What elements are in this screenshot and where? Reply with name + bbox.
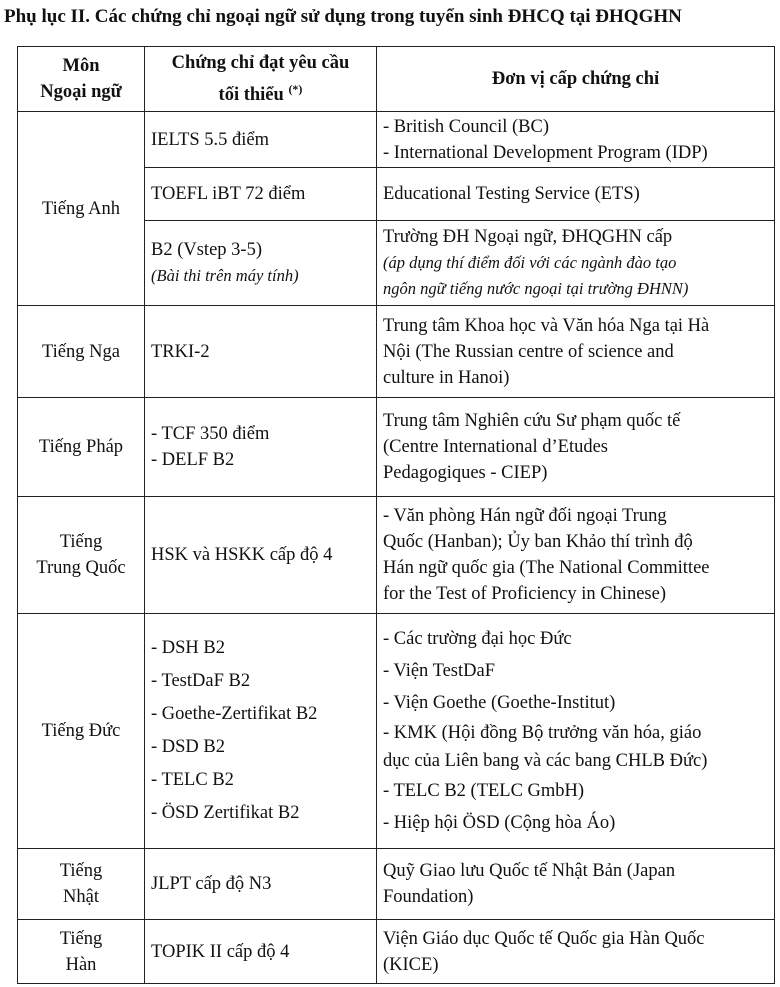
cert-vstep: B2 (Vstep 3-5) (Bài thi trên máy tính) <box>145 221 377 306</box>
language-korean: Tiếng Hàn <box>18 920 145 984</box>
cert-russian: TRKI-2 <box>145 306 377 398</box>
table-row <box>18 920 775 984</box>
table-row <box>18 849 775 920</box>
cert-japanese: JLPT cấp độ N3 <box>145 849 377 920</box>
certificates-table <box>17 46 775 984</box>
issuer-vstep: Trường ĐH Ngoại ngữ, ĐHQGHN cấp (áp dụng thí điểm đối với các ngành đào tạo ngôn ngữ tiếng nước ngoại tại trường ĐHNN) <box>377 221 775 306</box>
issuer-korean: Viện Giáo dục Quốc tế Quốc gia Hàn Quốc (KICE) <box>377 920 775 984</box>
issuer-french: Trung tâm Nghiên cứu Sư phạm quốc tế (Centre International d’Etudes Pedagogiques - CIEP) <box>377 398 775 497</box>
language-german: Tiếng Đức <box>18 614 145 849</box>
language-russian: Tiếng Nga <box>18 306 145 398</box>
table-header-row <box>18 47 775 112</box>
issuer-german: - Các trường đại học Đức - Viện TestDaF - Viện Goethe (Goethe-Institut) - KMK (Hội đồng Bộ trưởng văn hóa, giáo dục của Liên bang và các bang CHLB Đức) - TELC B2 (TELC GmbH) - Hiệp hội ÖSD (Cộng hòa Áo) <box>377 614 775 849</box>
issuer-toefl: Educational Testing Service (ETS) <box>377 168 775 221</box>
cert-ielts: IELTS 5.5 điểm <box>145 112 377 168</box>
issuer-ielts: - British Council (BC) - International Development Program (IDP) <box>377 112 775 168</box>
header-language: Môn Ngoại ngữ <box>18 47 145 112</box>
table-row <box>18 306 775 398</box>
header-certificate: Chứng chỉ đạt yêu cầu tối thiểu (*) <box>145 47 377 112</box>
cert-toefl: TOEFL iBT 72 điểm <box>145 168 377 221</box>
cert-chinese: HSK và HSKK cấp độ 4 <box>145 497 377 614</box>
language-chinese: Tiếng Trung Quốc <box>18 497 145 614</box>
cert-german: - DSH B2 - TestDaF B2 - Goethe-Zertifikat B2 - DSD B2 - TELC B2 - ÖSD Zertifikat B2 <box>145 614 377 849</box>
table-row <box>18 614 775 849</box>
language-french: Tiếng Pháp <box>18 398 145 497</box>
table-row <box>18 398 775 497</box>
page-title: Phụ lục II. Các chứng chỉ ngoại ngữ sử dụng trong tuyển sinh ĐHCQ tại ĐHQGHN <box>4 6 682 27</box>
header-issuer: Đơn vị cấp chứng chỉ <box>377 47 775 112</box>
cert-french: - TCF 350 điểm - DELF B2 <box>145 398 377 497</box>
footnote-mark: (*) <box>288 81 303 96</box>
table-row <box>18 112 775 168</box>
language-japanese: Tiếng Nhật <box>18 849 145 920</box>
cert-korean: TOPIK II cấp độ 4 <box>145 920 377 984</box>
issuer-japanese: Quỹ Giao lưu Quốc tế Nhật Bản (Japan Foundation) <box>377 849 775 920</box>
table-row <box>18 497 775 614</box>
language-english: Tiếng Anh <box>18 112 145 306</box>
issuer-russian: Trung tâm Khoa học và Văn hóa Nga tại Hà Nội (The Russian centre of science and culture in Hanoi) <box>377 306 775 398</box>
issuer-chinese: - Văn phòng Hán ngữ đối ngoại Trung Quốc (Hanban); Ủy ban Khảo thí trình độ Hán ngữ quốc gia (The National Committee for the Test of Proficiency in Chinese) <box>377 497 775 614</box>
